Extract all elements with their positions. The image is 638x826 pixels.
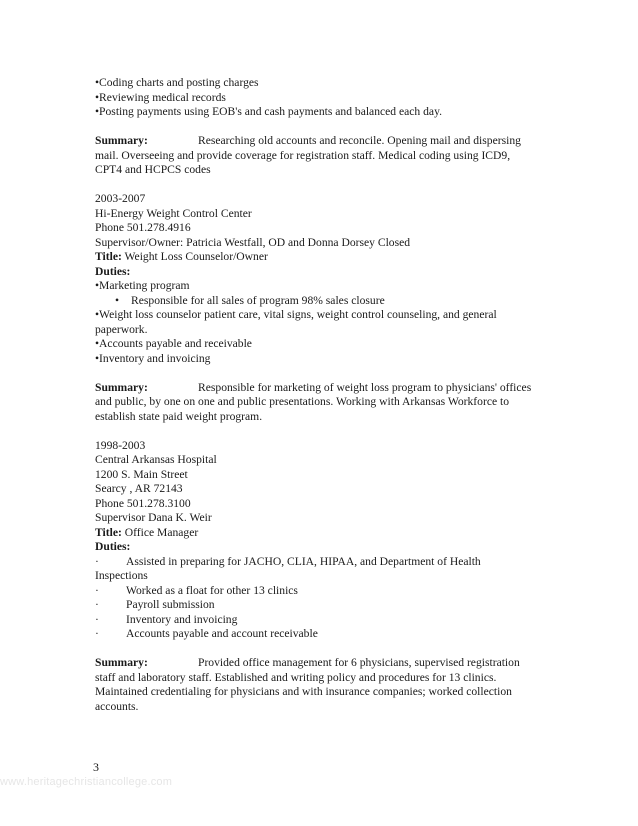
summary-paragraph [95, 381, 540, 425]
employer-phone: Phone 501.278.3100 [95, 496, 191, 510]
supervisor: Supervisor Dana K. Weir [95, 511, 212, 524]
summary-paragraph [95, 656, 540, 714]
bullet-marker: · [95, 612, 99, 626]
summary-label: Summary: [95, 134, 148, 147]
summary-label: Summary: [95, 656, 148, 669]
list-item: · Worked as a float for other 13 clinics [95, 583, 298, 597]
bullet-marker: · [95, 583, 99, 597]
employer-name: Central Arkansas Hospital [95, 453, 217, 466]
list-item: •Accounts payable and receivable [95, 337, 252, 350]
list-item: · Inventory and invoicing [95, 612, 238, 626]
list-item: •Inventory and invoicing [95, 351, 211, 365]
job-years: 2003-2007 [95, 192, 146, 205]
bullet-marker: • [115, 293, 120, 307]
list-item: •Weight loss counselor patient care, vital signs, weight control counseling, and general paperwork. [95, 308, 497, 336]
duties-label: Duties: [95, 264, 131, 278]
list-item: •Posting payments using EOB's and cash payments and balanced each day. [95, 105, 443, 118]
list-item: •Reviewing medical records [95, 90, 226, 104]
job-years: 1998-2003 [95, 438, 146, 452]
list-item: · Assisted in preparing for JACHO, CLIA, HIPAA, and Department of Health [95, 554, 481, 568]
list-item: •Coding charts and posting charges [95, 76, 259, 89]
title-value: Weight Loss Counselor/Owner [121, 250, 268, 263]
page-number: 3 [93, 760, 99, 774]
duties-label: Duties: [95, 540, 131, 553]
summary-text: Researching old accounts and reconcile. Opening mail and dispersing mail. Overseeing and provide coverage for registration staff. Medical coding using ICD9, CPT4 and HCPCS codes [95, 134, 521, 176]
bullet-marker: · [95, 554, 99, 568]
summary-text: Responsible for marketing of weight loss program to physicians' offices and public, by one on one and public presentations. Working with Arkansas Workforce to establish state paid weight program. [95, 380, 532, 423]
list-item-continuation: Inspections [95, 569, 148, 582]
employer-phone: Phone 501.278.4916 [95, 221, 191, 234]
job-title [95, 250, 540, 265]
watermark: www.heritagechristiancollege.com [0, 776, 173, 788]
employer-name: Hi-Energy Weight Control Center [95, 206, 252, 220]
employer-city: Searcy , AR 72143 [95, 482, 183, 495]
supervisor: Supervisor/Owner: Patricia Westfall, OD and Donna Dorsey Closed [95, 235, 411, 249]
summary-text: Provided office management for 6 physicians, supervised registration staff and laboratory staff. Established and writing policy and procedures for 13 clinics. Maintained credentialing for physicians and with insurance companies; worked collection accounts. [95, 656, 520, 713]
summary-paragraph [95, 134, 540, 178]
title-value: Office Manager [121, 525, 199, 539]
title-label: Title: [95, 250, 122, 263]
summary-label: Summary: [95, 380, 148, 394]
list-subitem: • Responsible for all sales of program 98% sales closure [115, 293, 385, 307]
list-item: · Payroll submission [95, 598, 215, 611]
resume-body [95, 76, 540, 714]
bullet-marker: · [95, 598, 99, 611]
list-item: •Marketing program [95, 279, 190, 292]
job-title [95, 526, 540, 541]
title-label: Title: [95, 525, 122, 539]
bullet-marker: · [95, 627, 99, 640]
employer-address: 1200 S. Main Street [95, 467, 188, 481]
list-item: · Accounts payable and account receivable [95, 627, 318, 640]
